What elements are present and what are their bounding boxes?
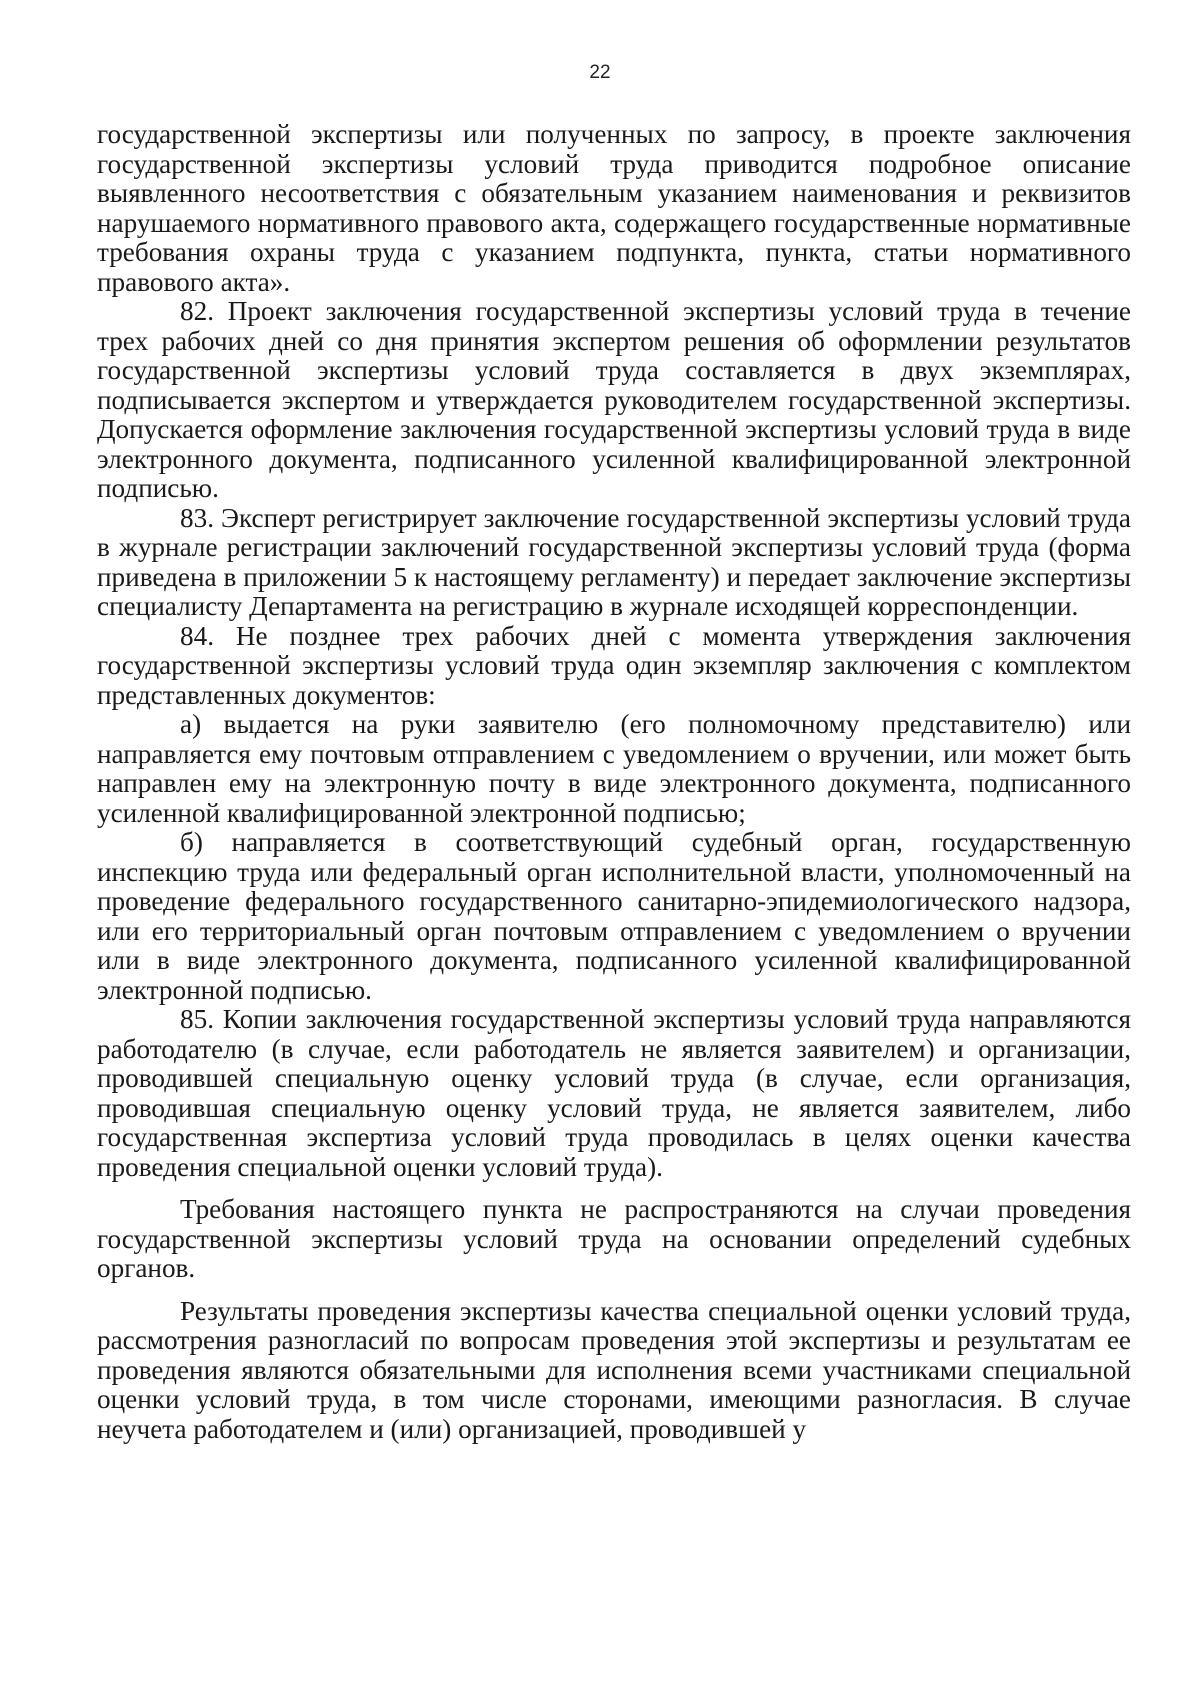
paragraph-84: 84. Не позднее трех рабочих дней с момента утверждения заключения государственной экспертизы условий труда один экземпляр заключения с комплектом представленных документов:	[97, 620, 1131, 710]
paragraph-continuation: государственной экспертизы или полученных по запросу, в проекте заключения государственной экспертизы условий труда приводится подробное описание выявленного несоответствия с обязательным указанием наименования и реквизитов нарушаемого нормативного правового акта, содержащего государственные нормативные требования охраны труда с указанием подпункта, пункта, статьи нормативного правового акта».	[97, 119, 1131, 297]
subparagraph-b: б) направляется в соответствующий судебный орган, государственную инспекцию труда или федеральный орган исполнительной власти, уполномоченный на проведение федерального государственного санитарно-эпидемиологического надзора, или его территориальный орган почтовым отправлением с уведомлением о вручении или в виде электронного документа, подписанного усиленной квалифицированной электронной подписью.	[97, 827, 1131, 1005]
document-body	[97, 120, 1131, 1444]
paragraph-85: 85. Копии заключения государственной экспертизы условий труда направляются работодателю (в случае, если работодатель не является заявителем) и организации, проводившей специальную оценку условий труда (в случае, если организация, проводившая специальную оценку условий труда, не является заявителем, либо государственная экспертиза условий труда проводилась в целях оценки качества проведения специальной оценки условий труда).	[97, 1004, 1131, 1182]
paragraph-85-results: Результаты проведения экспертизы качества специальной оценки условий труда, рассмотрения разногласий по вопросам проведения этой экспертизы и результатам ее проведения являются обязательными для исполнения всеми участниками специальной оценки условий труда, в том числе сторонами, имеющими разногласия. В случае неучета работодателем и (или) организацией, проводившей у	[97, 1295, 1131, 1444]
paragraph-82: 82. Проект заключения государственной экспертизы условий труда в течение трех рабочих дней со дня принятия экспертом решения об оформлении результатов государственной экспертизы условий труда составляется в двух экземплярах, подписывается экспертом и утверждается руководителем государственной экспертизы. Допускается оформление заключения государственной экспертизы условий труда в виде электронного документа, подписанного усиленной квалифицированной электронной подписью.	[97, 296, 1131, 503]
subparagraph-a: а) выдается на руки заявителю (его полномочному представителю) или направляется ему почтовым отправлением с уведомлением о вручении, или может быть направлен ему на электронную почту в виде электронного документа, подписанного усиленной квалифицированной электронной подписью;	[97, 709, 1131, 828]
paragraph-85-requirements: Требования настоящего пункта не распространяются на случаи проведения государственной экспертизы условий труда на основании определений судебных органов.	[97, 1194, 1131, 1283]
paragraph-83: 83. Эксперт регистрирует заключение государственной экспертизы условий труда в журнале регистрации заключений государственной экспертизы условий труда (форма приведена в приложении 5 к настоящему регламенту) и передает заключение экспертизы специалисту Департамента на регистрацию в журнале исходящей корреспонденции.	[97, 502, 1131, 621]
page-number: 22	[589, 62, 611, 83]
